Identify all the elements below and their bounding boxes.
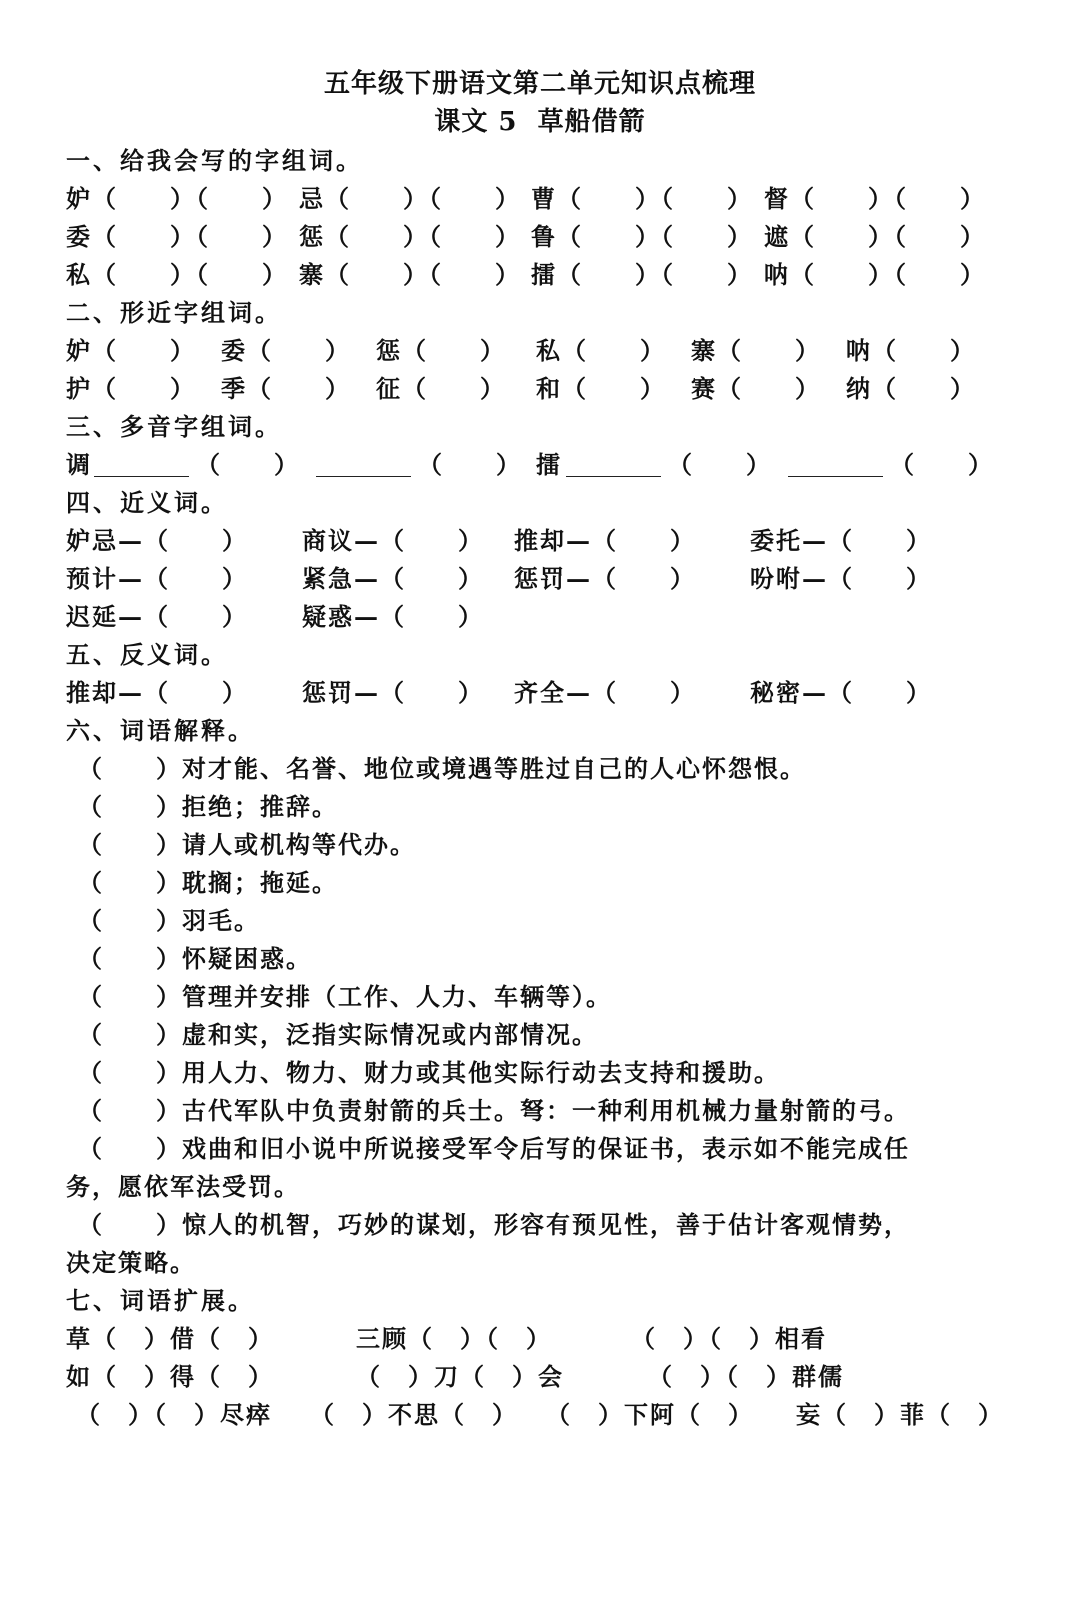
idiom-cell: （ ）刀（ ）会: [356, 1362, 564, 1391]
word-cell: 迟延—（ ）: [66, 602, 248, 631]
exercise-row: [66, 560, 1026, 598]
blank-line: [94, 446, 189, 484]
exercise-row: [66, 370, 1026, 408]
blank-line: [788, 446, 883, 484]
polyphone-char: 调: [66, 450, 92, 479]
word-cell: 和（ ）: [536, 374, 666, 403]
definition-line: （ ）戏曲和旧小说中所说接受军令后写的保证书，表示如不能完成任: [78, 1134, 910, 1163]
idiom-cell: 三顾（ ）（ ）: [356, 1324, 552, 1353]
definition-line: （ ）管理并安排（工作、人力、车辆等）。: [78, 982, 612, 1011]
definition-line: （ ）请人或机构等代办。: [78, 830, 416, 859]
idiom-cell: （ ）（ ）群儒: [648, 1362, 844, 1391]
definition-line: （ ）怀疑困惑。: [78, 944, 312, 973]
word-cell: 擂（ ）（ ）: [531, 260, 753, 289]
page-title: 五年级下册语文第二单元知识点梳理: [323, 69, 756, 99]
section-heading: 四、近义词。: [66, 488, 228, 517]
exercise-row: [66, 522, 1026, 560]
idiom-cell: （ ）（ ）相看: [631, 1324, 827, 1353]
word-cell: 曹（ ）（ ）: [531, 184, 753, 213]
exercise-row: [66, 332, 1026, 370]
definition-line: （ ）耽搁；拖延。: [78, 868, 338, 897]
idiom-cell: （ ）下阿（ ）: [546, 1400, 754, 1429]
word-cell: 商议—（ ）: [302, 526, 484, 555]
definition-line: （ ）惊人的机智，巧妙的谋划，形容有预见性，善于估计客观情势，: [78, 1210, 910, 1239]
word-cell: 督（ ）（ ）: [764, 184, 986, 213]
word-cell: 秘密—（ ）: [750, 678, 932, 707]
word-cell: 惩（ ）: [376, 336, 506, 365]
exercise-row: [66, 256, 1026, 294]
word-cell: 紧急—（ ）: [302, 564, 484, 593]
word-cell: 惩（ ）（ ）: [299, 222, 521, 251]
word-cell: 委（ ）: [221, 336, 351, 365]
exercise-row: [66, 1396, 1026, 1434]
word-cell: 遮（ ）（ ）: [764, 222, 986, 251]
exercise-row: [66, 1358, 1026, 1396]
definition-line: （ ）虚和实，泛指实际情况或内部情况。: [78, 1020, 598, 1049]
answer-paren: （ ）: [418, 450, 522, 479]
lesson-title: 课文 5 草船借箭: [434, 107, 646, 137]
answer-paren: （ ）: [196, 450, 300, 479]
definition-line-continued: 决定策略。: [66, 1248, 196, 1277]
definition-line: （ ）对才能、名誉、地位或境遇等胜过自己的人心怀怨恨。: [78, 754, 806, 783]
word-cell: 委托—（ ）: [750, 526, 932, 555]
definition-line: （ ）拒绝；推辞。: [78, 792, 338, 821]
definition-line: （ ）用人力、物力、财力或其他实际行动去支持和援助。: [78, 1058, 780, 1087]
word-cell: 呐（ ）（ ）: [764, 260, 986, 289]
word-cell: 吩咐—（ ）: [750, 564, 932, 593]
definition-line: （ ）古代军队中负责射箭的兵士。弩：一种利用机械力量射箭的弓。: [78, 1096, 910, 1125]
section-heading: 七、词语扩展。: [66, 1286, 255, 1315]
word-cell: 推却—（ ）: [66, 678, 248, 707]
blank-line: [566, 446, 661, 484]
section-heading: 一、给我会写的字组词。: [66, 146, 363, 175]
definition-line: （ ）羽毛。: [78, 906, 260, 935]
word-cell: 季（ ）: [221, 374, 351, 403]
word-cell: 惩罚—（ ）: [514, 564, 696, 593]
word-cell: 预计—（ ）: [66, 564, 248, 593]
polyphone-char: 擂: [536, 450, 562, 479]
word-cell: 护（ ）: [66, 374, 196, 403]
word-cell: 妒忌—（ ）: [66, 526, 248, 555]
definition-line-continued: 务，愿依军法受罚。: [66, 1172, 300, 1201]
word-cell: 惩罚—（ ）: [302, 678, 484, 707]
word-cell: 纳（ ）: [846, 374, 976, 403]
exercise-row: [66, 180, 1026, 218]
exercise-row: [66, 674, 1026, 712]
exercise-row: [66, 446, 1026, 484]
word-cell: 疑惑—（ ）: [302, 602, 484, 631]
section-heading: 五、反义词。: [66, 640, 228, 669]
word-cell: 私（ ）: [536, 336, 666, 365]
idiom-cell: （ ）（ ）尽瘁: [76, 1400, 272, 1429]
section-heading: 三、多音字组词。: [66, 412, 282, 441]
word-cell: 寨（ ）: [691, 336, 821, 365]
exercise-row: [66, 218, 1026, 256]
word-cell: 呐（ ）: [846, 336, 976, 365]
idiom-cell: 如（ ）得（ ）: [66, 1362, 274, 1391]
word-cell: 忌（ ）（ ）: [299, 184, 521, 213]
word-cell: 赛（ ）: [691, 374, 821, 403]
answer-paren: （ ）: [890, 450, 994, 479]
word-cell: 委（ ）（ ）: [66, 222, 288, 251]
section-heading: 六、词语解释。: [66, 716, 255, 745]
word-cell: 征（ ）: [376, 374, 506, 403]
word-cell: 鲁（ ）（ ）: [531, 222, 753, 251]
word-cell: 妒（ ）（ ）: [66, 184, 288, 213]
idiom-cell: （ ）不思（ ）: [310, 1400, 518, 1429]
word-cell: 妒（ ）: [66, 336, 196, 365]
answer-paren: （ ）: [668, 450, 772, 479]
idiom-cell: 妄（ ）菲（ ）: [796, 1400, 1004, 1429]
word-cell: 寨（ ）（ ）: [299, 260, 521, 289]
blank-line: [316, 446, 411, 484]
word-cell: 私（ ）（ ）: [66, 260, 288, 289]
idiom-cell: 草（ ）借（ ）: [66, 1324, 274, 1353]
section-heading: 二、形近字组词。: [66, 298, 282, 327]
word-cell: 推却—（ ）: [514, 526, 696, 555]
word-cell: 齐全—（ ）: [514, 678, 696, 707]
exercise-row: [66, 598, 1026, 636]
exercise-row: [66, 1320, 1026, 1358]
